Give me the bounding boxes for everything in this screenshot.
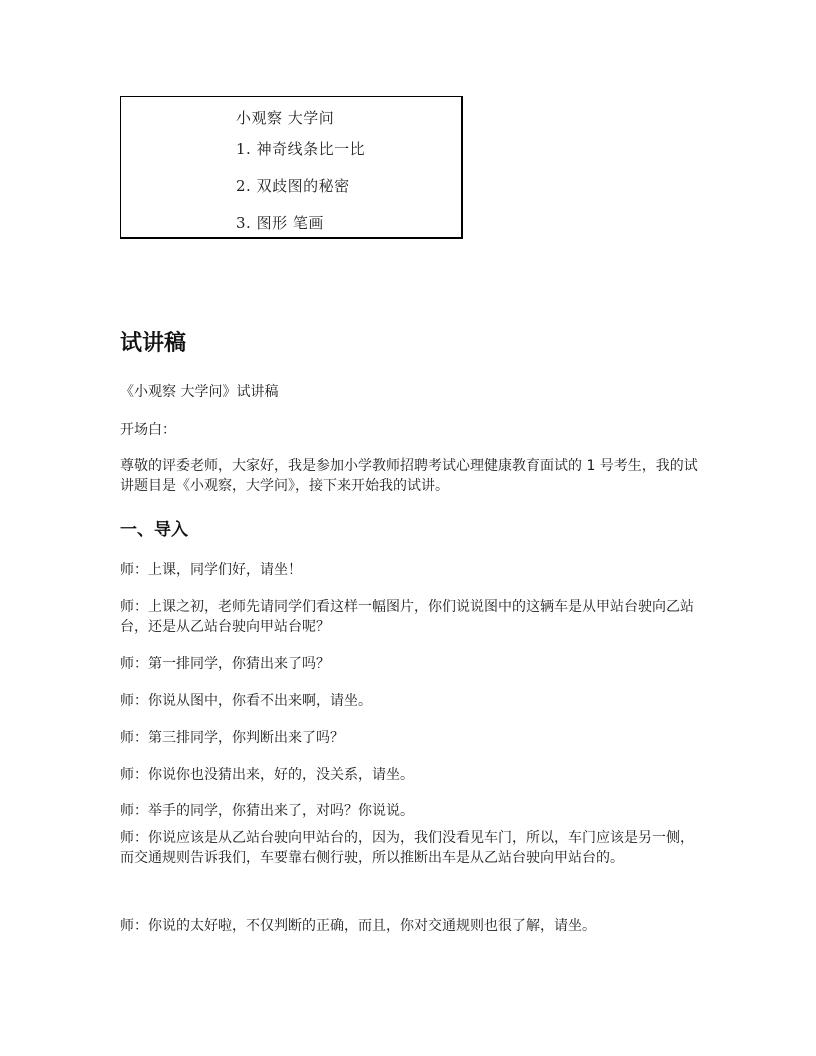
outline-item-2: 2. 双歧图的秘密 <box>236 177 350 195</box>
document-title: 试讲稿 <box>120 331 187 356</box>
dialogue-paragraph: 师：你说的太好啦，不仅判断的正确，而且，你对交通规则也很了解，请坐。 <box>120 918 596 934</box>
document-subtitle: 《小观察 大学问》试讲稿 <box>120 384 279 400</box>
section-heading-intro: 一、导入 <box>120 520 188 540</box>
dialogue-paragraph: 师：第三排同学，你判断出来了吗？ <box>120 730 344 746</box>
opening-paragraph: 尊敬的评委老师，大家好，我是参加小学教师招聘考试心理健康教育面试的 1 号考生，我的试讲题目是《小观察，大学问》，接下来开始我的试讲。 <box>120 458 698 494</box>
outline-title: 小观察 大学问 <box>236 109 335 127</box>
outline-item-1: 1. 神奇线条比一比 <box>236 140 366 158</box>
outline-item-3: 3. 图形 笔画 <box>236 214 324 232</box>
dialogue-paragraph: 师：你说你也没猜出来，好的，没关系，请坐。 <box>120 767 414 783</box>
dialogue-paragraph: 师：你说应该是从乙站台驶向甲站台的，因为，我们没看见车门，所以，车门应该是另一侧，而交通规则告诉我们，车要靠右侧行驶，所以推断出车是从乙站台驶向甲站台的。 <box>120 830 694 866</box>
lesson-outline-box <box>120 96 463 239</box>
dialogue-paragraph: 师：举手的同学，你猜出来了，对吗？你说说。 <box>120 803 414 819</box>
opening-label: 开场白： <box>120 422 176 438</box>
dialogue-paragraph: 师：上课，同学们好，请坐！ <box>120 562 302 578</box>
dialogue-paragraph: 师：你说从图中，你看不出来啊，请坐。 <box>120 693 372 709</box>
dialogue-paragraph: 师：上课之初，老师先请同学们看这样一幅图片，你们说说图中的这辆车是从甲站台驶向乙站台，还是从乙站台驶向甲站台呢？ <box>120 599 694 635</box>
dialogue-paragraph: 师：第一排同学，你猜出来了吗？ <box>120 656 330 672</box>
